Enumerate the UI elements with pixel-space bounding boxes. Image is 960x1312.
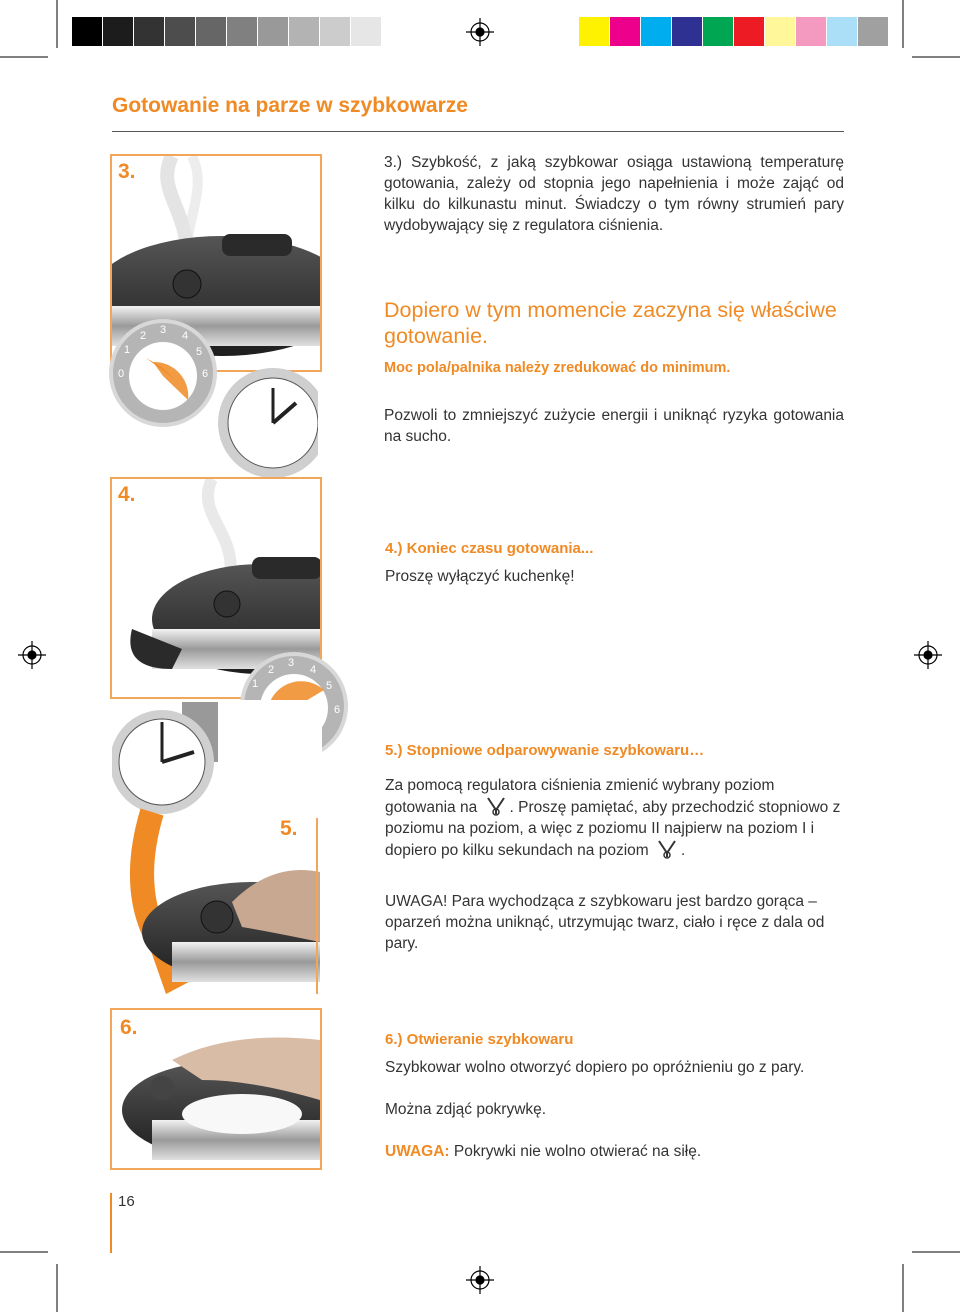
step6-heading: 6.) Otwieranie szybkowaru — [385, 1031, 574, 1048]
step5-text-part: Za pomocą regulatora ciśnienia zmienić wybrany poziom gotowania na — [385, 777, 775, 816]
step3-paragraph: 3.) Szybkość, z jaką szybkowar osiąga ustawioną temperaturę gotowania, zależy od stopnia jego napełnienia i może zająć od kilku do kilkunastu minut. Świadczy o tym równy strumień pary wydobywający się z regulatora ciśnienia. — [384, 154, 844, 234]
page-number: 16 — [118, 1193, 135, 1210]
dial-number: 4 — [182, 330, 189, 342]
step4-text: Proszę wyłączyć kuchenkę! — [385, 568, 575, 585]
step5-paragraph — [385, 775, 845, 861]
step-number-3: 3. — [118, 160, 136, 183]
dial-number: 3 — [160, 324, 167, 336]
title-divider — [112, 131, 844, 132]
warning-text: Pokrywki nie wolno otwierać na siłę. — [449, 1143, 702, 1160]
step3-note: Pozwoli to zmniejszyć zużycie energii i uniknąć ryzyka gotowania na sucho. — [384, 407, 844, 445]
step6-lid-text: Można zdjąć pokrywkę. — [385, 1101, 547, 1118]
step4-heading: 4.) Koniec czasu gotowania... — [385, 540, 594, 557]
dial-numbers-step3 — [112, 318, 222, 398]
step5-frame-edge — [316, 818, 318, 994]
dial-number: 2 — [140, 330, 147, 342]
steam-release-level-icon — [482, 796, 510, 816]
step-number-4: 4. — [118, 483, 136, 506]
pressure-cooker-release-illustration — [112, 702, 320, 994]
dial-number: 1 — [252, 678, 259, 690]
dial-number: 0 — [118, 368, 125, 380]
step5-image-frame — [110, 700, 322, 996]
step3-subheadline: Moc pola/palnika należy zredukować do minimum. — [384, 360, 731, 376]
step6-image-frame — [110, 1008, 322, 1170]
step6-warning — [385, 1141, 701, 1162]
dial-number: 5 — [326, 680, 333, 692]
step3-headline: Dopiero w tym momencie zaczyna się właściwe gotowanie. — [384, 298, 837, 348]
dial-number: 2 — [268, 664, 275, 676]
step5-warning: UWAGA! Para wychodząca z szybkowaru jest bardzo gorąca – oparzeń można uniknąć, utrzymując twarz, ciało i ręce z dala od pary. — [385, 893, 825, 952]
page-title: Gotowanie na parze w szybkowarze — [112, 94, 468, 117]
step-number-6: 6. — [120, 1016, 138, 1039]
step6-text: Szybkowar wolno otworzyć dopiero po opróżnieniu go z pary. — [385, 1059, 805, 1076]
dial-number: 5 — [196, 346, 203, 358]
dial-number: 6 — [202, 368, 209, 380]
step5-heading: 5.) Stopniowe odparowywanie szybkowaru… — [385, 742, 705, 759]
dial-number: 6 — [334, 704, 341, 716]
page-number-bar — [110, 1193, 112, 1253]
step-number-5: 5. — [280, 817, 298, 840]
step5-text-part: . — [680, 842, 686, 859]
warning-label: UWAGA: — [385, 1143, 450, 1160]
dial-number: 4 — [310, 664, 317, 676]
dial-number: 3 — [288, 657, 295, 669]
dial-number: 1 — [124, 344, 131, 356]
steam-release-level-icon — [653, 839, 681, 859]
pressure-cooker-opening-illustration — [112, 1010, 320, 1168]
step5-text-part: . Proszę pamiętać, aby przechodzić stopniowo z poziomu na poziom, a więc z poziomu II najpierw na poziom I i dopiero po kilku sekundach na poziom — [385, 799, 841, 859]
